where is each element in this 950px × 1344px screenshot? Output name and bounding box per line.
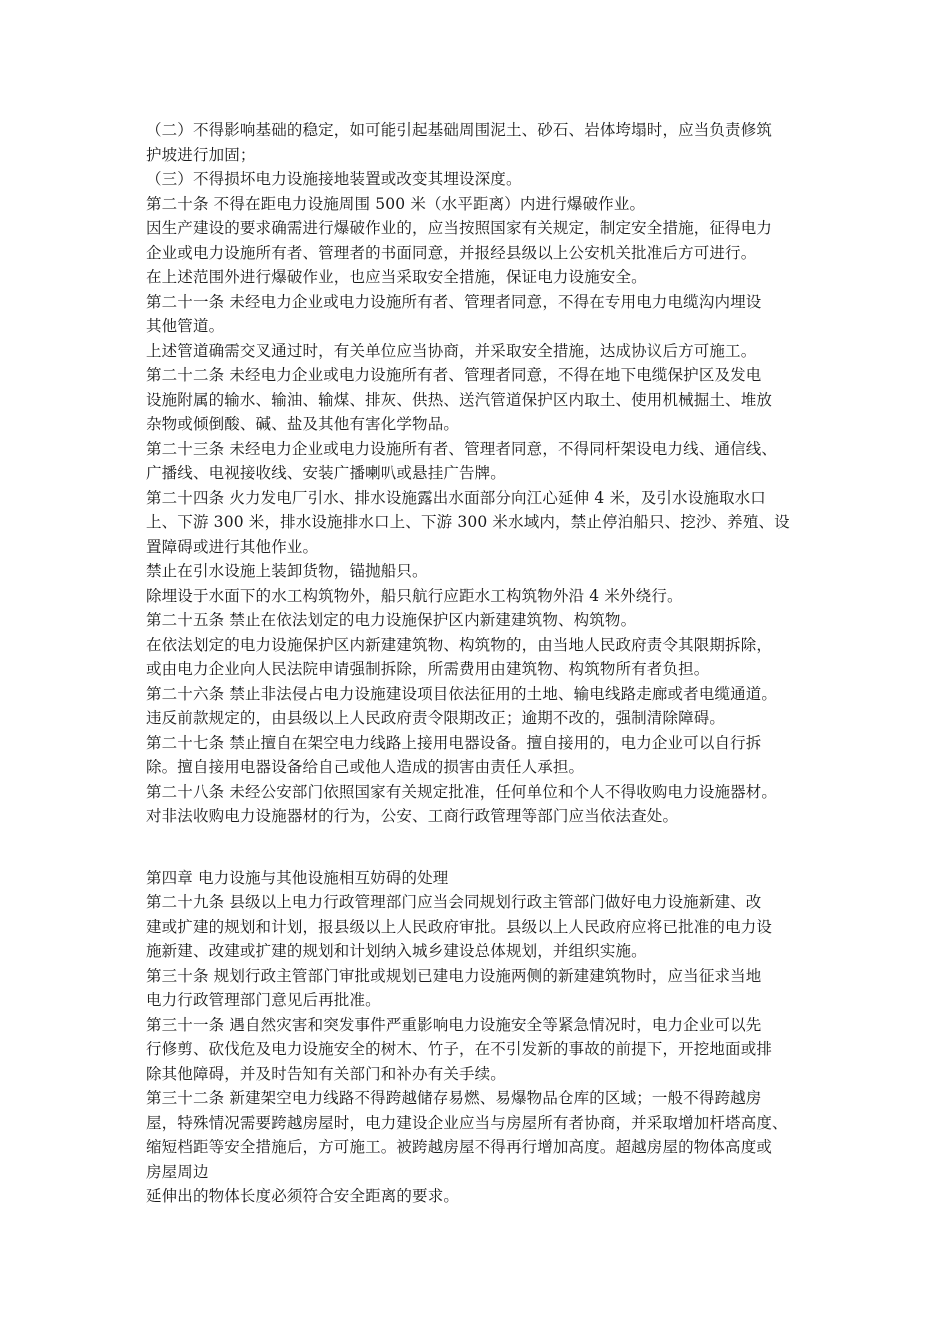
text-line: 禁止在引水设施上装卸货物，锚抛船只。 — [146, 562, 428, 580]
text-line: 缩短档距等安全措施后，方可施工。被跨越房屋不得再行增加高度。超越房屋的物体高度或 — [146, 1138, 773, 1156]
text-line: 广播线、电视接收线、安装广播喇叭或悬挂广告牌。 — [146, 464, 506, 482]
text-line: 对非法收购电力设施器材的行为，公安、工商行政管理等部门应当依法查处。 — [146, 807, 679, 825]
text-line: 建或扩建的规划和计划，报县级以上人民政府审批。县级以上人民政府应将已批准的电力设 — [146, 917, 773, 936]
text-line: 因生产建设的要求确需进行爆破作业的，应当按照国家有关规定，制定安全措施，征得电力 — [146, 219, 773, 237]
text-line: 第二十五条 禁止在依法划定的电力设施保护区内新建建筑物、构筑物。 — [146, 611, 637, 629]
text-line: 企业或电力设施所有者、管理者的书面同意，并报经县级以上公安机关批准后方可进行。 — [146, 243, 757, 262]
text-line: （二）不得影响基础的稳定，如可能引起基础周围泥土、砂石、岩体垮塌时，应当负责修筑 — [146, 121, 773, 139]
text-line: 行修剪、砍伐危及电力设施安全的树木、竹子，在不引发新的事故的前提下，开挖地面或排 — [146, 1040, 773, 1058]
paragraph-gap — [146, 829, 810, 866]
text-line: 第二十六条 禁止非法侵占电力设施建设项目依法征用的土地、输电线路走廊或者电缆通道。 — [146, 684, 778, 703]
text-line: 第二十七条 禁止擅自在架空电力线路上接用电器设备。擅自接用的，电力企业可以自行拆 — [146, 733, 762, 752]
text-line: 第二十三条 未经电力企业或电力设施所有者、管理者同意，不得同杆架设电力线、通信线、 — [146, 439, 778, 458]
text-line: 在上述范围外进行爆破作业，也应当采取安全措施，保证电力设施安全。 — [146, 268, 647, 286]
text-line: 第二十八条 未经公安部门依照国家有关规定批准，任何单位和个人不得收购电力设施器材。 — [146, 782, 778, 801]
text-line: 置障碍或进行其他作业。 — [146, 537, 319, 556]
text-line: 除其他障碍，并及时告知有关部门和补办有关手续。 — [146, 1064, 506, 1083]
text-line: 延伸出的物体长度必须符合安全距离的要求。 — [146, 1187, 460, 1205]
text-line: 第三十条 规划行政主管部门审批或规划已建电力设施两侧的新建建筑物时，应当征求当地 — [146, 966, 762, 985]
text-line: 第二十条 不得在距电力设施周围 500 米（水平距离）内进行爆破作业。 — [146, 194, 646, 213]
text-line: 除埋设于水面下的水工构筑物外，船只航行应距水工构筑物外沿 4 米外绕行。 — [146, 586, 683, 605]
text-line: 第二十九条 县级以上电力行政管理部门应当会同规划行政主管部门做好电力设施新建、改 — [146, 893, 762, 911]
text-line: 第三十一条 遇自然灾害和突发事件严重影响电力设施安全等紧急情况时，电力企业可以先 — [146, 1015, 762, 1034]
text-line: 第二十二条 未经电力企业或电力设施所有者、管理者同意，不得在地下电缆保护区及发电 — [146, 366, 762, 384]
text-line: 施新建、改建或扩建的规划和计划纳入城乡建设总体规划，并组织实施。 — [146, 942, 647, 960]
text-line: 上、下游 300 米，排水设施排水口上、下游 300 米水域内，禁止停泊船只、挖沙、养殖、设 — [146, 513, 790, 531]
text-line: 第三十二条 新建架空电力线路不得跨越储存易燃、易爆物品仓库的区域；一般不得跨越房 — [146, 1089, 762, 1107]
document-body-part-2 — [146, 866, 810, 1209]
text-line: 第二十四条 火力发电厂引水、排水设施露出水面部分向江心延伸 4 米，及引水设施取水口 — [146, 488, 766, 507]
document-body-part-1 — [146, 118, 810, 829]
text-line: 屋，特殊情况需要跨越房屋时，电力建设企业应当与房屋所有者协商，并采取增加杆塔高度、 — [146, 1113, 788, 1132]
text-line: 或由电力企业向人民法院申请强制拆除，所需费用由建筑物、构筑物所有者负担。 — [146, 660, 710, 678]
text-line: 第二十一条 未经电力企业或电力设施所有者、管理者同意，不得在专用电力电缆沟内埋设 — [146, 292, 762, 311]
text-line: 第四章 电力设施与其他设施相互妨碍的处理 — [146, 868, 449, 887]
text-line: 护坡进行加固； — [146, 145, 256, 164]
text-line: 其他管道。 — [146, 317, 225, 335]
text-line: 除。擅自接用电器设备给自己或他人造成的损害由责任人承担。 — [146, 758, 585, 776]
text-line: （三）不得损坏电力设施接地装置或改变其埋设深度。 — [146, 170, 522, 188]
text-line: 上述管道确需交叉通过时，有关单位应当协商，并采取安全措施，达成协议后方可施工。 — [146, 341, 757, 360]
text-line: 设施附属的输水、输油、输煤、排灰、供热、送汽管道保护区内取土、使用机械掘土、堆放 — [146, 390, 773, 409]
text-line: 电力行政管理部门意见后再批准。 — [146, 991, 381, 1009]
text-line: 违反前款规定的，由县级以上人民政府责令限期改正；逾期不改的，强制清除障碍。 — [146, 709, 726, 727]
text-line: 在依法划定的电力设施保护区内新建建筑物、构筑物的，由当地人民政府责令其限期拆除， — [146, 635, 773, 654]
text-line: 房屋周边 — [146, 1162, 209, 1181]
text-line: 杂物或倾倒酸、碱、盐及其他有害化学物品。 — [146, 415, 460, 433]
